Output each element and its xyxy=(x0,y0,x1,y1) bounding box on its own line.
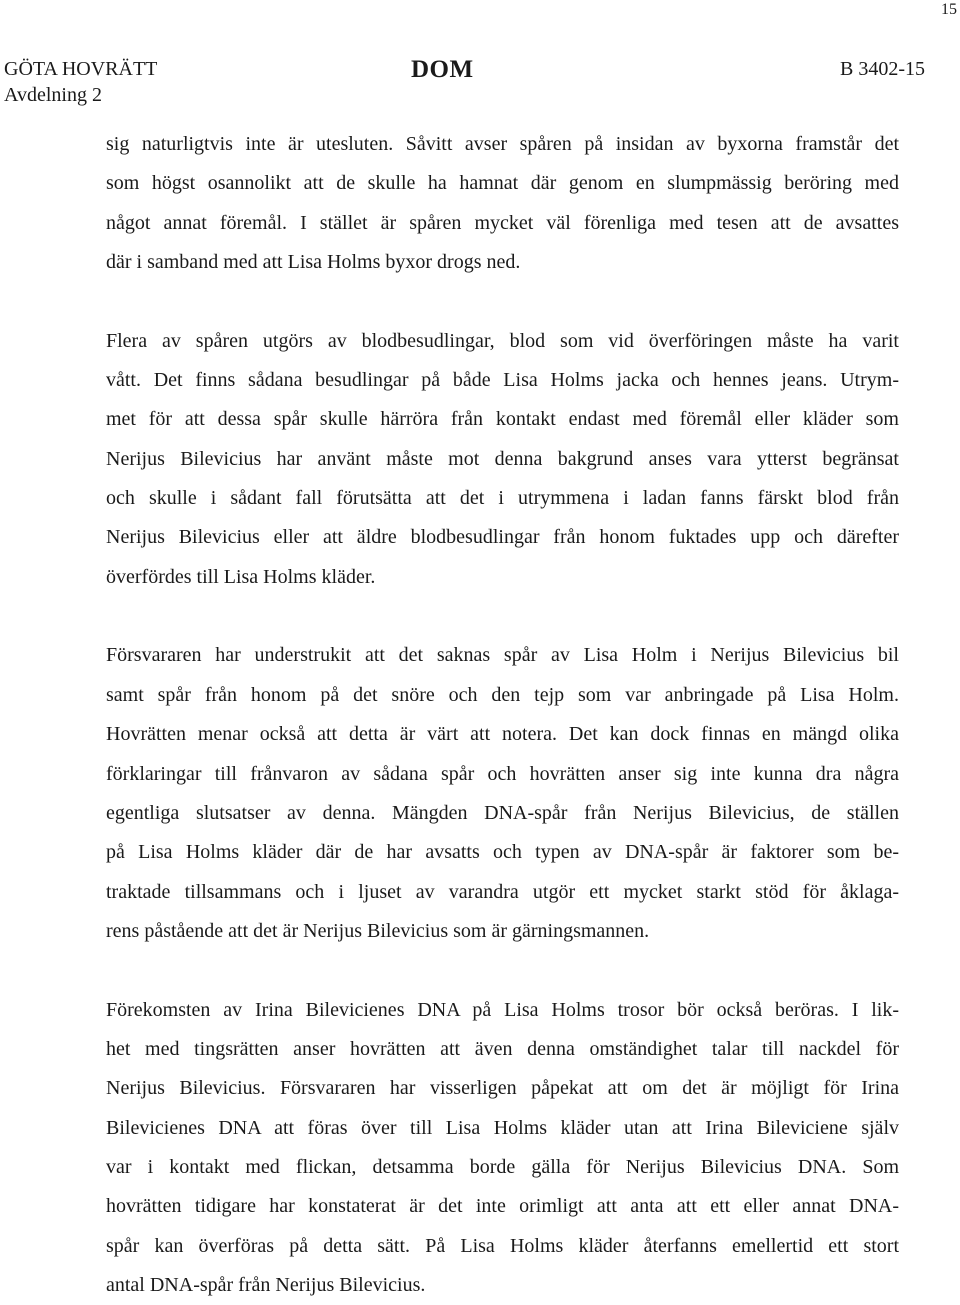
text-line: sig naturligtvis inte är utesluten. Såvitt avser spåren på insidan av byxorna framstår det xyxy=(106,133,899,155)
text-line: där i samband med att Lisa Holms byxor drogs ned. xyxy=(106,251,521,274)
text-line: hovrätten tidigare har konstaterat är det inte orimligt att anta att ett eller annat DNA- xyxy=(106,1195,899,1218)
text-line: förklaringar till frånvaron av sådana spår och hovrätten anser sig inte kunna dra några xyxy=(106,762,899,785)
text-line: Nerijus Bilevicius. Försvararen har visserligen påpekat att om det är möjligt för Irina xyxy=(106,1077,899,1100)
text-line: Bilevicienes DNA att föras över till Lisa Holms kläder utan att Irina Bileviciene själv xyxy=(106,1116,899,1139)
text-line: met för att dessa spår skulle härröra från kontakt endast med föremål eller kläder som xyxy=(106,408,899,431)
text-line: samt spår från honom på det snöre och den tejp som var anbringade på Lisa Holm. xyxy=(106,683,899,706)
paragraph-3 xyxy=(106,636,899,951)
text-line: något annat föremål. I stället är spåren mycket väl förenliga med tesen att de avsattes xyxy=(106,211,899,234)
court-header xyxy=(4,56,157,108)
text-line: var i kontakt med flickan, detsamma borde gälla för Nerijus Bilevicius DNA. Som xyxy=(106,1155,899,1178)
court-division: Avdelning 2 xyxy=(4,84,102,106)
text-line: antal DNA-spår från Nerijus Bilevicius. xyxy=(106,1273,426,1296)
page-number: 15 xyxy=(941,1,957,18)
text-line: Nerijus Bilevicius har använt måste mot denna bakgrund anses vara ytterst begränsat xyxy=(106,447,899,470)
text-line: överfördes till Lisa Holms kläder. xyxy=(106,565,376,588)
text-line: och skulle i sådant fall förutsätta att det i utrymmena i ladan fanns färskt blod från xyxy=(106,487,899,510)
document-body xyxy=(106,125,899,1305)
text-line: het med tingsrätten anser hovrätten att även denna omständighet talar till nackdel för xyxy=(106,1037,899,1060)
document-type: DOM xyxy=(411,56,474,83)
text-line: Hovrätten menar också att detta är värt att notera. Det kan dock finnas en mängd olika xyxy=(106,723,899,746)
paragraph-4 xyxy=(106,991,899,1305)
text-line: som högst osannolikt att de skulle ha hamnat där genom en slumpmässig beröring med xyxy=(106,172,899,195)
court-name: GÖTA HOVRÄTT xyxy=(4,58,158,80)
text-line: rens påstående att det är Nerijus Bilevicius som är gärningsmannen. xyxy=(106,919,650,942)
case-number: B 3402-15 xyxy=(840,58,925,80)
text-line: Förekomsten av Irina Bilevicienes DNA på Lisa Holms trosor bör också beröras. I lik- xyxy=(106,998,899,1021)
text-line: traktade tillsammans och i ljuset av varandra utgör ett mycket starkt stöd för åklaga- xyxy=(106,880,899,903)
paragraph-2 xyxy=(106,322,899,597)
text-line: spår kan överföras på detta sätt. På Lisa Holms kläder återfanns emellertid ett stort xyxy=(106,1234,899,1257)
text-line: Flera av spåren utgörs av blodbesudlingar, blod som vid överföringen måste ha varit xyxy=(106,329,899,352)
text-line: egentliga slutsatser av denna. Mängden DNA-spår från Nerijus Bilevicius, de ställen xyxy=(106,801,899,824)
text-line: Nerijus Bilevicius eller att äldre blodbesudlingar från honom fuktades upp och därefter xyxy=(106,526,899,549)
text-line: Försvararen har understrukit att det saknas spår av Lisa Holm i Nerijus Bilevicius bil xyxy=(106,644,899,667)
text-line: på Lisa Holms kläder där de har avsatts och typen av DNA-spår är faktorer som be- xyxy=(106,841,899,864)
paragraph-1 xyxy=(106,125,899,282)
text-line: vått. Det finns sådana besudlingar på både Lisa Holms jacka och hennes jeans. Utrym- xyxy=(106,369,899,392)
